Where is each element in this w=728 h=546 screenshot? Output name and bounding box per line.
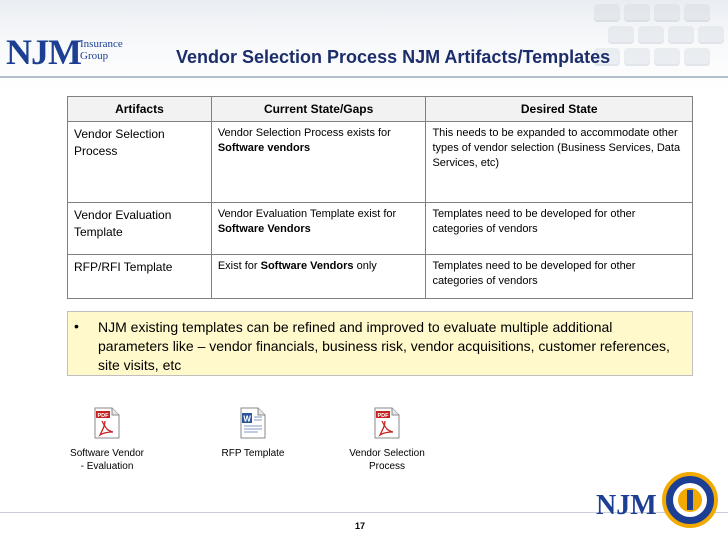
artifact-cell: RFP/RFI Template — [68, 255, 212, 299]
artifact-cell: Vendor Evaluation Template — [68, 203, 212, 255]
table-row — [68, 122, 693, 203]
logo-subline — [80, 38, 123, 62]
pdf-icon — [374, 407, 400, 439]
title-divider — [0, 76, 728, 78]
bullet-marker: • — [74, 318, 79, 334]
logo-subline-1: Insurance — [80, 38, 123, 50]
artifact-cell: Vendor Selection Process — [68, 122, 212, 203]
table-row — [68, 255, 693, 299]
document-label-line1: RFP Template — [221, 448, 285, 459]
logo-wordmark: NJM — [6, 32, 81, 72]
desired-state-cell: Templates need to be developed for other categories of vendors — [426, 255, 693, 299]
header-current-state: Current State/Gaps — [211, 97, 426, 122]
footer-njm-badge — [594, 470, 724, 530]
svg-text:PDF: PDF — [377, 413, 389, 419]
document-label-line1: Vendor Selection — [349, 448, 425, 459]
footer-logo-text: NJM — [596, 490, 657, 521]
header-artifacts: Artifacts — [68, 97, 212, 122]
document-label-line1: Software Vendor — [70, 448, 144, 459]
svg-text:W: W — [243, 414, 251, 424]
bullet-callout — [67, 311, 693, 376]
table-header-row — [68, 97, 693, 122]
document-rfp-template[interactable] — [208, 407, 298, 460]
desired-state-cell: Templates need to be developed for other categories of vendors — [426, 203, 693, 255]
document-software-vendor-evaluation[interactable] — [62, 407, 152, 473]
desired-state-cell: This needs to be expanded to accommodate other types of vendor selection (Business Services, Data Services, etc) — [426, 122, 693, 203]
document-label-line2: Process — [368, 461, 406, 472]
current-state-cell: Exist for Software Vendors only — [211, 255, 426, 299]
header-desired-state: Desired State — [426, 97, 693, 122]
table-row — [68, 203, 693, 255]
slide-title: Vendor Selection Process NJM Artifacts/Templates — [176, 47, 611, 67]
document-label-line2: - Evaluation — [80, 461, 134, 472]
pdf-icon — [94, 407, 120, 439]
page-number: 17 — [355, 521, 366, 531]
bullet-text: NJM existing templates can be refined and improved to evaluate multiple additional parameters like – vendor financials, business risk, vendor acquisitions, customer references, site visits, etc — [98, 319, 670, 373]
document-vendor-selection-process[interactable] — [340, 407, 434, 473]
current-state-cell: Vendor Selection Process exists for Software vendors — [211, 122, 426, 203]
current-state-cell: Vendor Evaluation Template exist for Software Vendors — [211, 203, 426, 255]
logo-subline-2: Group — [80, 50, 109, 62]
svg-text:PDF: PDF — [97, 413, 109, 419]
njm-logo — [6, 32, 126, 78]
word-icon — [240, 407, 266, 439]
artifacts-table — [67, 96, 693, 299]
